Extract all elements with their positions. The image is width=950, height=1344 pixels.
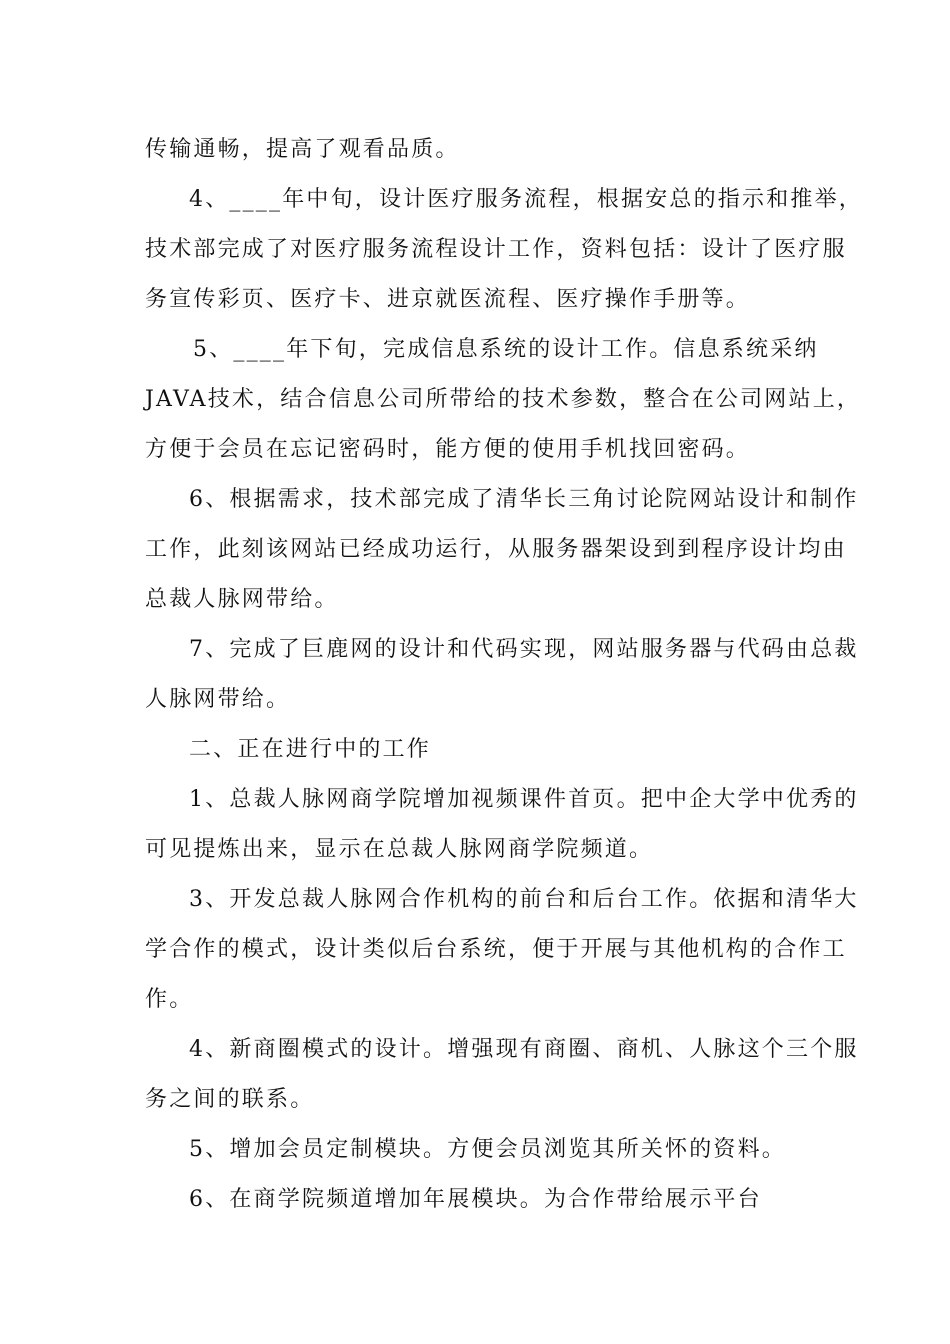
text-line: 工作，此刻该网站已经成功运行，从服务器架设到到程序设计均由 [145,537,847,562]
text-line: 5、增加会员定制模块。方便会员浏览其所关怀的资料。 [189,1137,786,1162]
text-line: 务宣传彩页、医疗卡、进京就医流程、医疗操作手册等。 [145,287,751,312]
text-line: 6、根据需求，技术部完成了清华长三角讨论院网站设计和制作 [189,487,859,512]
text-line: 5、____年下旬，完成信息系统的设计工作。信息系统采纳 [193,337,819,362]
section-heading: 二、正在进行中的工作 [189,737,432,762]
text-line: 可见提炼出来，显示在总裁人脉网商学院频道。 [145,837,654,862]
text-line: 作。 [145,987,194,1012]
text-line: 务之间的联系。 [145,1087,315,1112]
text-line: 1、总裁人脉网商学院增加视频课件首页。把中企大学中优秀的 [189,787,859,812]
text-line: 方便于会员在忘记密码时，能方便的使用手机找回密码。 [145,437,751,462]
text-line: 3、开发总裁人脉网合作机构的前台和后台工作。依据和清华大 [189,887,859,912]
text-line: 6、在商学院频道增加年展模块。为合作带给展示平台 [189,1187,762,1212]
text-line: 学合作的模式，设计类似后台系统，便于开展与其他机构的合作工 [145,937,847,962]
text-line: 4、____年中旬，设计医疗服务流程，根据安总的指示和推举， [189,187,863,212]
text-line: JAVA技术，结合信息公司所带给的技术参数，整合在公司网站上， [145,387,862,412]
text-line: 技术部完成了对医疗服务流程设计工作，资料包括：设计了医疗服 [145,237,847,262]
text-line: 传输通畅，提高了观看品质。 [145,137,460,162]
text-line: 7、完成了巨鹿网的设计和代码实现，网站服务器与代码由总裁 [189,637,859,662]
text-line: 人脉网带给。 [145,687,291,712]
text-line: 总裁人脉网带给。 [145,587,339,612]
text-line: 4、新商圈模式的设计。增强现有商圈、商机、人脉这个三个服 [189,1037,859,1062]
